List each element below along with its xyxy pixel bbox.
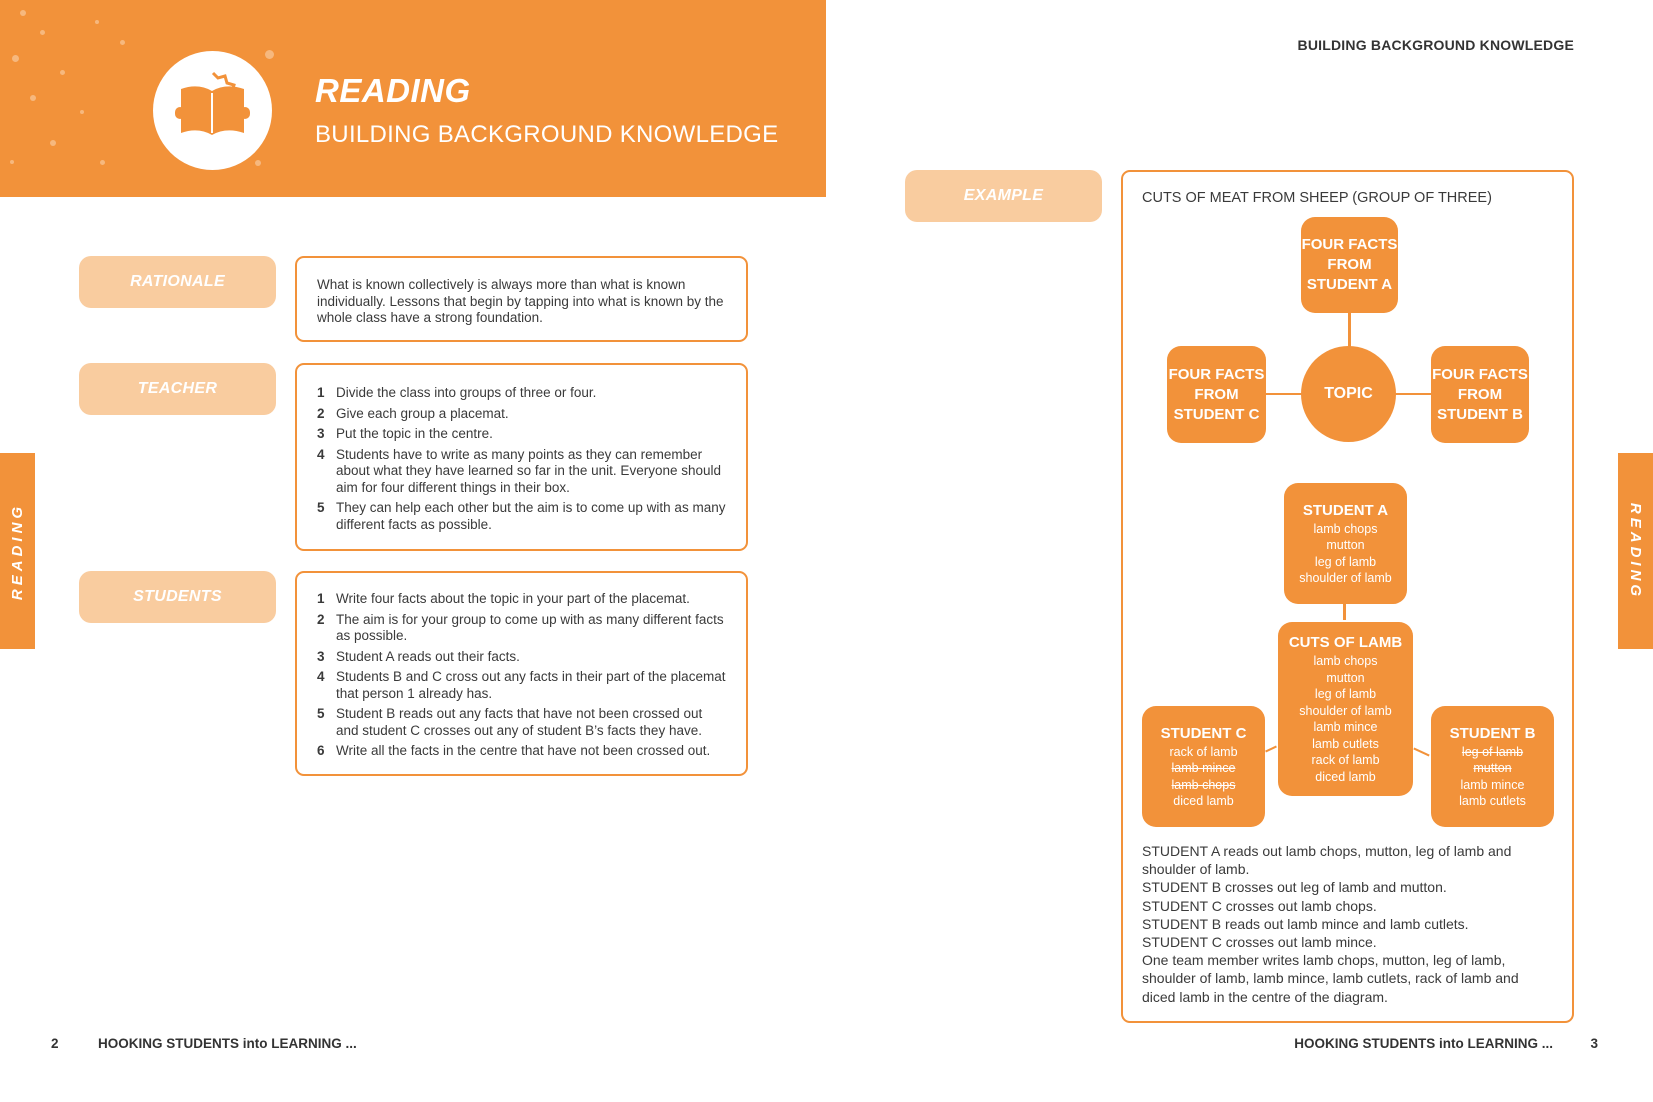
- side-tab-right: [1618, 453, 1653, 649]
- page-number-right: 3: [1590, 1036, 1598, 1051]
- side-tab-label: READING: [1627, 502, 1645, 600]
- student-c-box: STUDENT C rack of lamb lamb mince lamb chops diced lamb: [1142, 706, 1265, 827]
- footer-title-left: HOOKING STUDENTS into LEARNING ...: [98, 1036, 357, 1051]
- list-item: 4 Students have to write as many points as they can remember about what they have learned so far in the unit. Everyone should aim for four different things in their box.: [317, 446, 722, 495]
- page-title: READING: [315, 72, 471, 109]
- students-box: [295, 571, 748, 776]
- connector: [1265, 393, 1302, 395]
- reading-book-icon: [153, 51, 272, 170]
- example-explanation: STUDENT A reads out lamb chops, mutton, leg of lamb and shoulder of lamb. STUDENT B crosses out leg of lamb and mutton. STUDENT C crosses out lamb chops. STUDENT B reads out lamb mince and lamb cutlets. STUDENT C crosses out lamb mince. One team member writes lamb chops, mutton, leg of lamb, shoulder of lamb, lamb mince, lamb cutlets, rack of lamb and diced lamb in the centre of the diagram.: [1142, 843, 1519, 1005]
- list-item: 1 Divide the class into groups of three or four.: [317, 385, 597, 400]
- placemat-student-c-box: FOUR FACTS FROM STUDENT C: [1167, 346, 1266, 443]
- example-label: EXAMPLE: [905, 170, 1102, 222]
- students-label: STUDENTS: [79, 571, 276, 623]
- example-title: CUTS OF MEAT FROM SHEEP (GROUP OF THREE): [1142, 190, 1492, 206]
- placemat-topic-circle: TOPIC: [1301, 346, 1396, 442]
- teacher-steps: [317, 385, 726, 533]
- list-item: 5 They can help each other but the aim is to come up with as many different facts as possible.: [317, 500, 726, 532]
- placemat-student-b-box: FOUR FACTS FROM STUDENT B: [1431, 346, 1529, 443]
- list-item: 3 Put the topic in the centre.: [317, 426, 493, 441]
- list-item: 2 The aim is for your group to come up with as many different facts as possible.: [317, 611, 724, 643]
- list-item: 1 Write four facts about the topic in your part of the placemat.: [317, 591, 690, 606]
- rationale-text: What is known collectively is always more than what is known individually. Lessons that begin by tapping into what is known by the whole class have a strong foundation.: [317, 277, 724, 325]
- rationale-label: RATIONALE: [79, 256, 276, 308]
- side-tab-label: READING: [9, 502, 27, 600]
- rationale-box: [295, 256, 748, 342]
- placemat-student-a-box: FOUR FACTS FROM STUDENT A: [1301, 217, 1398, 313]
- connector: [1343, 604, 1346, 620]
- page-number-left: 2: [51, 1036, 59, 1051]
- list-item: 3 Student A reads out their facts.: [317, 648, 520, 664]
- connector: [1348, 312, 1351, 348]
- student-a-box: STUDENT A lamb chops mutton leg of lamb shoulder of lamb: [1284, 483, 1407, 604]
- teacher-label: TEACHER: [79, 363, 276, 415]
- page-subtitle: BUILDING BACKGROUND KNOWLEDGE: [315, 121, 779, 148]
- logo: [153, 51, 272, 170]
- student-b-box: STUDENT B leg of lamb mutton lamb mince lamb cutlets: [1431, 706, 1554, 827]
- list-item: 6 Write all the facts in the centre that have not been crossed out.: [317, 743, 711, 758]
- footer-title-right: HOOKING STUDENTS into LEARNING ...: [1294, 1036, 1553, 1051]
- list-item: 5 Student B reads out any facts that have not been crossed out and student C crosses out any of student B’s facts they have.: [317, 706, 703, 738]
- header-banner: [0, 0, 826, 197]
- list-item: 2 Give each group a placemat.: [317, 405, 509, 421]
- side-tab-left: [0, 453, 35, 649]
- student-steps: [317, 591, 726, 760]
- teacher-box: [295, 363, 748, 551]
- list-item: 4 Students B and C cross out any facts in their part of the placemat that person 1 already has.: [317, 669, 726, 701]
- running-head: BUILDING BACKGROUND KNOWLEDGE: [1297, 37, 1574, 53]
- connector: [1395, 393, 1432, 395]
- cuts-of-lamb-box: CUTS OF LAMB lamb chops mutton leg of lamb shoulder of lamb lamb mince lamb cutlets rack of lamb diced lamb: [1278, 622, 1413, 796]
